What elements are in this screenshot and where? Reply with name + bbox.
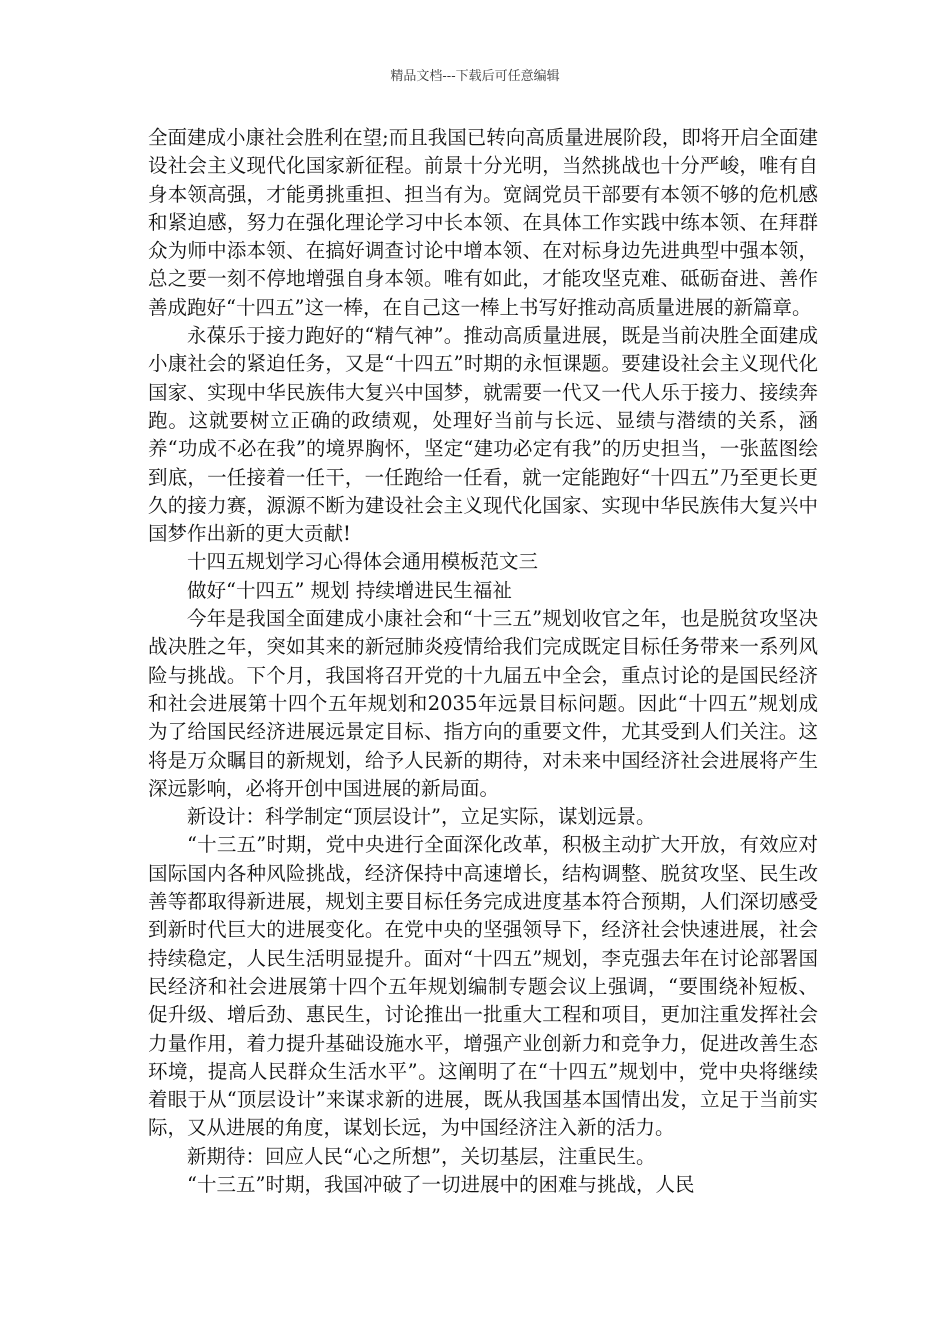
subheading-new-expectation: 新期待：回应人民“心之所想”，关切基层，注重民生。	[187, 1144, 656, 1168]
article-title: 做好“十四五” 规划 持续增进民生福祉	[187, 578, 512, 602]
paragraph-intro: 今年是我国全面建成小康社会和“十三五”规划收官之年，也是脱贫攻坚决战决胜之年，突如其来的新冠肺炎疫情给我们完成既定目标任务带来一系列风险与挑战。下个月，我国将召开党的十九届五中全会，重点讨论的是国民经济和社会进展第十四个五年规划和2035年远景目标问题。因此“十四五”规划成为了给国民经济进展远景定目标、指方向的重要文件，尤其受到人们关注。这将是万众瞩目的新规划，给予人民新的期待，对未来中国经济社会进展将产生深远影响，必将开创中国进展的新局面。	[148, 607, 818, 800]
section-title: 十四五规划学习心得体会通用模板范文三	[187, 550, 539, 574]
page-header: 精品文档---下载后可任意编辑	[390, 69, 560, 84]
paragraph-thirteenth-plan: “十三五”时期，党中央进行全面深化改革，积极主动扩大开放，有效应对国际国内各种风险挑战，经济保持中高速增长，结构调整、脱贫攻坚、民生改善等都取得新进展，规划主要目标任务完成进度基本符合预期，人们深切感受到新时代巨大的进展变化。在党中央的坚强领导下，经济社会快速进展，社会持续稳定，人民生活明显提升。面对“十四五”规划，李克强去年在讨论部署国民经济和社会进展第十四个五年规划编制专题会议上强调，“要围绕补短板、促升级、增后劲、惠民生，讨论推出一批重大工程和项目，更加注重发挥社会力量作用，着力提升基础设施水平，增强产业创新力和竞争力，促进改善生态环境，提高人民群众生活水平”。这阐明了在“十四五”规划中，党中央将继续着眼于从“顶层设计”来谋求新的进展，既从我国基本国情出发，立足于当前实际，又从进展的角度，谋划长远，为中国经济注入新的活力。	[148, 833, 818, 1140]
document-body	[148, 124, 818, 1199]
subheading-new-design: 新设计：科学制定“顶层设计”，立足实际，谋划远景。	[187, 805, 656, 829]
paragraph-final: “十三五”时期，我国冲破了一切进展中的困难与挑战，人民	[187, 1172, 695, 1196]
paragraph-relay: 永葆乐于接力跑好的“精气神”。推动高质量进展，既是当前决胜全面建成小康社会的紧迫任务，又是“十四五”时期的永恒课题。要建设社会主义现代化国家、实现中华民族伟大复兴中国梦，就需要一代又一代人乐于接力、接续奔跑。这就要树立正确的政绩观，处理好当前与长远、显绩与潜绩的关系，涵养“功成不必在我”的境界胸怀，坚定“建功必定有我”的历史担当，一张蓝图绘到底，一任接着一任干，一任跑给一任看，就一定能跑好“十四五”乃至更长更久的接力赛，源源不断为建设社会主义现代化国家、实现中华民族伟大复兴中国梦作出新的更大贡献!	[148, 324, 818, 546]
paragraph-continuation: 全面建成小康社会胜利在望;而且我国已转向高质量进展阶段，即将开启全面建设社会主义现代化国家新征程。前景十分光明，当然挑战也十分严峻，唯有自身本领高强，才能勇挑重担、担当有为。宽阔党员干部要有本领不够的危机感和紧迫感，努力在强化理论学习中长本领、在具体工作实践中练本领、在拜群众为师中添本领、在搞好调查讨论中增本领、在对标身边先进典型中强本领，总之要一刻不停地增强自身本领。唯有如此，才能攻坚克难、砥砺奋进、善作善成跑好“十四五”这一棒，在自己这一棒上书写好推动高质量进展的新篇章。	[148, 126, 818, 319]
